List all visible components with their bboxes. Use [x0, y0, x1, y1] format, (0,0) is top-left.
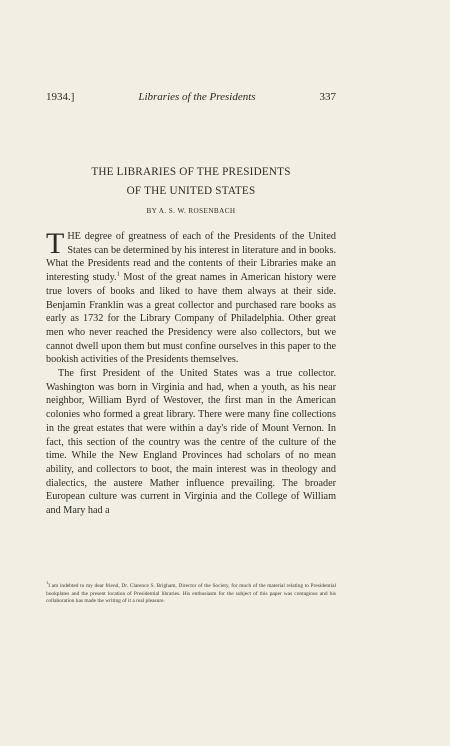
article-title-line-2: OF THE UNITED STATES	[126, 185, 256, 197]
footnote-mark: 1	[46, 580, 49, 586]
article-title-line-1: THE LIBRARIES OF THE PRESIDENTS	[91, 166, 291, 178]
paragraph-2: The first President of the United States was a true collector. Washington was born in Virginia and had, when a youth, as his near neighbor, William Byrd of Westover, the first man in the American colonies who formed a great library. There were many fine collections in the great estates that were within a day's ride of Mount Vernon. In fact, this section of the country was the centre of the culture of the time. While the New England Provinces had scholars of no mean ability, and collectors to boot, the main interest was in theology and dialectics, the austere Mather influence prevailing. The broader European culture was current in Virginia and the College of William and Mary had a	[46, 368, 336, 517]
footnote-text: I am indebted to my dear friend, Dr. Clarence S. Brigham, Director of the Society, for much of the material relating to Presidential bookplates and the present location of Presidential libraries. His enthusiasm for the subject of this paper was contagious and his collaboration has made the writing of it a real pleasure.	[46, 583, 336, 604]
running-head-year: 1934.]	[46, 91, 75, 103]
page-number: 337	[319, 91, 336, 103]
footnote	[46, 580, 336, 606]
paragraph-1	[46, 227, 336, 367]
running-head-title: Libraries of the Presidents	[138, 91, 256, 103]
article-title	[46, 163, 336, 201]
article-body	[46, 227, 336, 518]
footnote-reference[interactable]: 1	[116, 270, 120, 278]
drop-cap: T	[46, 227, 65, 260]
paragraph-1-text-b: Most of the great names in American history were true lovers of books and liked to have them always at their side. Benjamin Franklin was a great collector and purchased rare books as early as 1732 for the Library Company of Philadelphia. Other great men who never reached the Presidency were also collectors, but we cannot dwell upon them but must confine ourselves in this paper to the bookish activities of the Presidents themselves.	[46, 272, 336, 366]
paragraph-1-text-a: HE degree of greatness of each of the Presidents of the United States can be determined by his interest in literature and in books. What the Presidents read and the contents of their Libraries make an interesting study.	[46, 231, 336, 284]
running-head	[46, 91, 336, 103]
author-byline: BY A. S. W. ROSENBACH	[146, 207, 236, 215]
